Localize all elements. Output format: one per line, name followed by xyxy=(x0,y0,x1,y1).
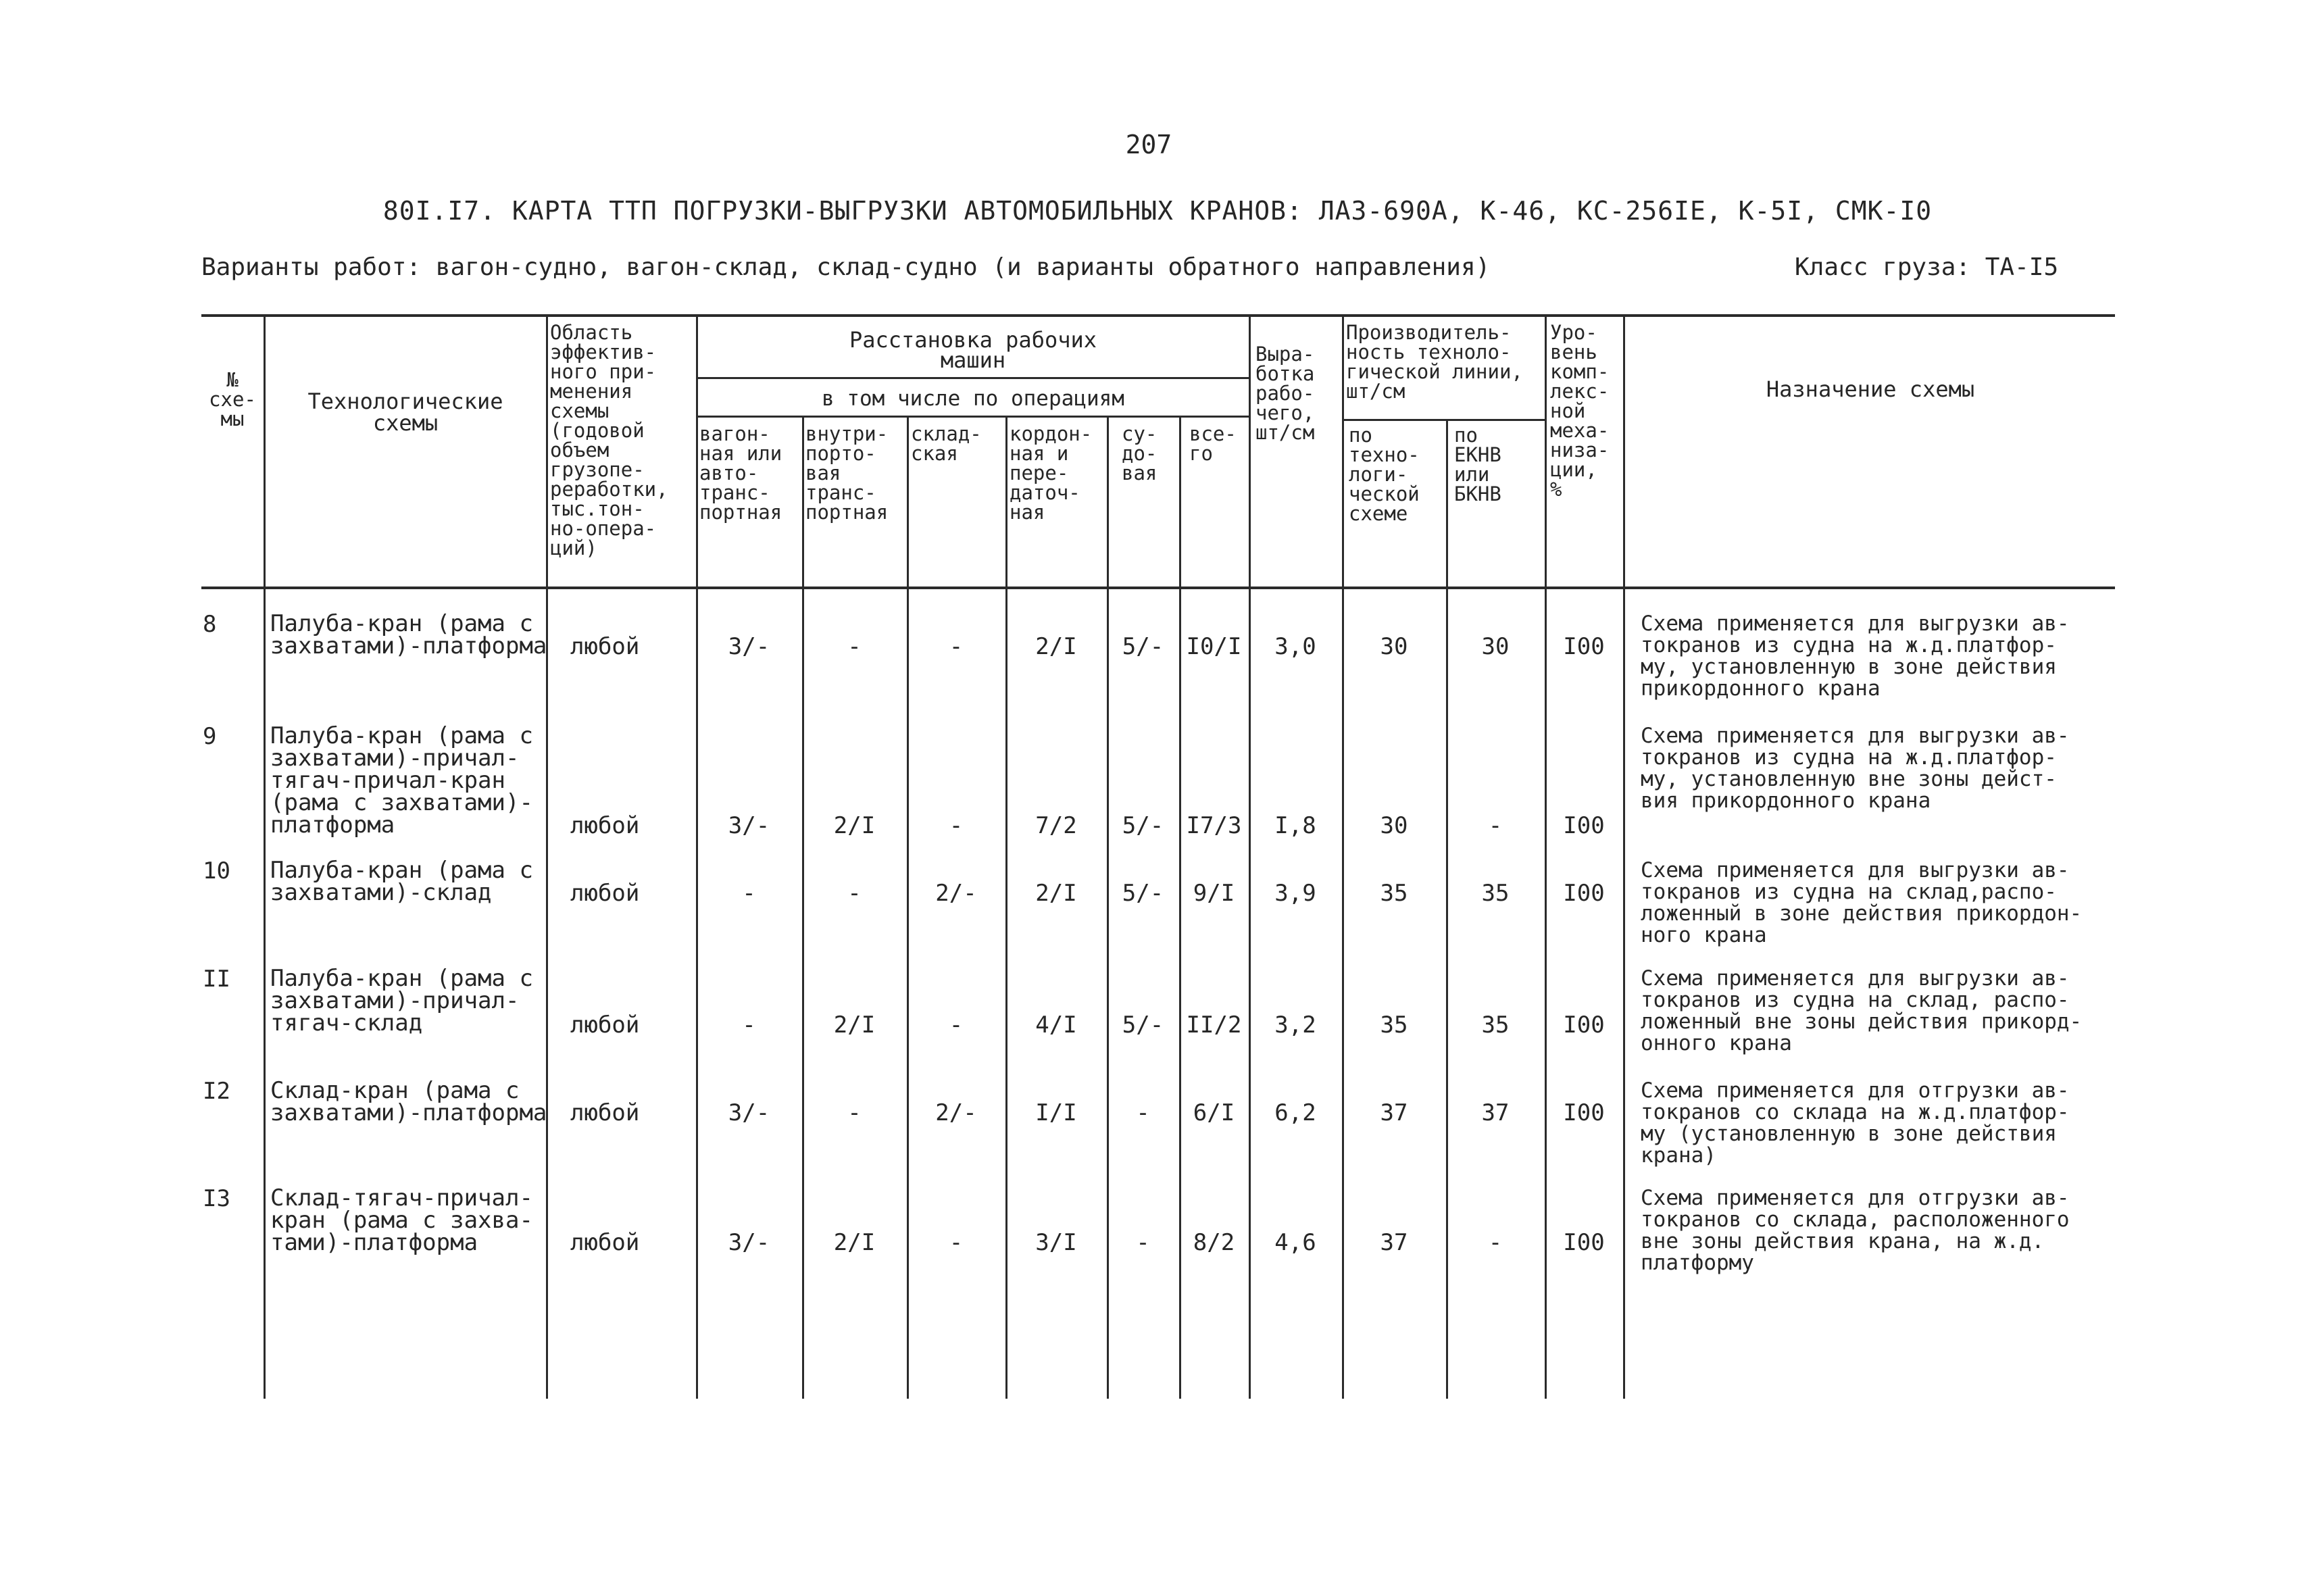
scheme-description: Палуба-кран (рама с захватами)-платформа xyxy=(270,610,547,659)
page-number: 207 xyxy=(1125,130,1172,159)
op-wagon: 3/- xyxy=(728,633,770,660)
op-total: 6/I xyxy=(1193,1099,1235,1126)
op-intraport: 2/I xyxy=(833,1012,876,1039)
productivity-scheme: 30 xyxy=(1380,812,1408,839)
mechanization-level: I00 xyxy=(1563,1099,1605,1126)
header-op-ship: су- до- вая xyxy=(1122,422,1158,484)
op-quay: 2/I xyxy=(1035,633,1077,660)
header-op-warehouse: склад- ская xyxy=(911,422,982,465)
scheme-purpose: Схема применяется для выгрузки ав- токранов из судна на ж.д.платфор- му, установленную вне зоны дейст- вия прикордонного крана xyxy=(1641,724,2070,813)
header-machine-arrangement: Расстановка рабочих машин xyxy=(849,327,1097,373)
op-ship: - xyxy=(1136,1099,1150,1126)
op-total: 9/I xyxy=(1193,880,1235,907)
header-scheme-number: № схе- мы xyxy=(209,368,256,430)
op-quay: I/I xyxy=(1035,1099,1077,1126)
productivity-scheme: 37 xyxy=(1380,1229,1408,1256)
operations-divider xyxy=(696,416,1249,418)
op-ship: 5/- xyxy=(1122,633,1164,660)
row-number: 8 xyxy=(203,611,217,638)
productivity-ekn: 35 xyxy=(1481,1012,1510,1039)
arrangement-divider xyxy=(696,377,1249,379)
application-area: любой xyxy=(570,1229,640,1256)
worker-output: 3,0 xyxy=(1274,633,1316,660)
col-line xyxy=(1623,314,1625,1399)
op-ship: - xyxy=(1136,1229,1150,1256)
mechanization-level: I00 xyxy=(1563,633,1605,660)
worker-output: 3,9 xyxy=(1274,880,1316,907)
header-op-quay: кордон- ная и пере- даточ- ная xyxy=(1010,422,1093,524)
op-wagon: - xyxy=(742,880,756,907)
op-total: II/2 xyxy=(1186,1012,1242,1039)
op-intraport: - xyxy=(847,633,862,660)
work-variants: Варианты работ: вагон-судно, вагон-склад, склад-судно (и варианты обратного направления) xyxy=(201,253,1491,281)
scheme-description: Палуба-кран (рама с захватами)-причал- тягач-причал-кран (рама с захватами)- платформа xyxy=(270,722,533,839)
header-op-total: все- го xyxy=(1189,422,1237,465)
op-quay: 4/I xyxy=(1035,1012,1077,1039)
header-bottom-rule xyxy=(201,587,2115,589)
worker-output: 6,2 xyxy=(1274,1099,1316,1126)
cargo-class: Класс груза: ТА-I5 xyxy=(1795,253,2059,281)
worker-output: 4,6 xyxy=(1274,1229,1316,1256)
op-wagon: 3/- xyxy=(728,1229,770,1256)
scheme-description: Склад-кран (рама с захватами)-платформа xyxy=(270,1077,547,1126)
table-top-rule xyxy=(201,314,2115,317)
op-total: 8/2 xyxy=(1193,1229,1235,1256)
op-ship: 5/- xyxy=(1122,812,1164,839)
row-number: I2 xyxy=(203,1078,230,1105)
worker-output: I,8 xyxy=(1274,812,1316,839)
op-intraport: 2/I xyxy=(833,1229,876,1256)
productivity-scheme: 35 xyxy=(1380,880,1408,907)
header-mechanization-level: Уро- вень комп- лекс- ной меха- низа- ции, % xyxy=(1550,321,1610,501)
application-area: любой xyxy=(570,812,640,839)
header-prod-by-ekn: по ЕКНВ или БКНВ xyxy=(1454,424,1501,505)
col-line xyxy=(264,314,266,1399)
row-number: I3 xyxy=(203,1185,230,1212)
op-wagon: 3/- xyxy=(728,812,770,839)
scheme-description: Палуба-кран (рама с захватами)-склад xyxy=(270,857,533,906)
productivity-ekn: 35 xyxy=(1481,880,1510,907)
op-intraport: 2/I xyxy=(833,812,876,839)
op-ship: 5/- xyxy=(1122,880,1164,907)
mechanization-level: I00 xyxy=(1563,812,1605,839)
productivity-scheme: 35 xyxy=(1380,1012,1408,1039)
op-ship: 5/- xyxy=(1122,1012,1164,1039)
col-line xyxy=(546,314,548,1399)
scheme-purpose: Схема применяется для выгрузки ав- токранов из судна на склад,распо- ложенный в зоне действия прикордон- ного крана xyxy=(1641,858,2083,947)
scheme-purpose: Схема применяется для отгрузки ав- токранов со склада на ж.д.платфор- му (установленную в зоне действия крана) xyxy=(1641,1078,2070,1168)
productivity-divider xyxy=(1342,419,1545,421)
productivity-scheme: 30 xyxy=(1380,633,1408,660)
op-quay: 7/2 xyxy=(1035,812,1077,839)
op-warehouse: - xyxy=(949,1229,964,1256)
header-prod-by-scheme: по техно- логи- ческой схеме xyxy=(1349,424,1420,525)
row-number: II xyxy=(203,966,230,993)
op-intraport: - xyxy=(847,880,862,907)
header-op-intraport: внутри- порто- вая транс- портная xyxy=(805,422,889,524)
op-wagon: 3/- xyxy=(728,1099,770,1126)
header-op-wagon: вагон- ная или авто- транс- портная xyxy=(699,422,782,524)
productivity-ekn: - xyxy=(1488,1229,1503,1256)
op-quay: 3/I xyxy=(1035,1229,1077,1256)
scheme-purpose: Схема применяется для выгрузки ав- токранов из судна на склад, распо- ложенный вне зоны действия прикорд- онного крана xyxy=(1641,966,2083,1055)
row-number: 9 xyxy=(203,723,217,750)
op-warehouse: - xyxy=(949,1012,964,1039)
productivity-ekn: - xyxy=(1488,812,1503,839)
application-area: любой xyxy=(570,1012,640,1039)
application-area: любой xyxy=(570,633,640,660)
scheme-description: Палуба-кран (рама с захватами)-причал- тягач-склад xyxy=(270,965,533,1037)
document-title: 80I.I7. КАРТА ТТП ПОГРУЗКИ-ВЫГРУЗКИ АВТОМОБИЛЬНЫХ КРАНОВ: ЛАЗ-690А, К-46, КС-256IЕ, К-5I, СМК-I0 xyxy=(382,196,1933,226)
mechanization-level: I00 xyxy=(1563,1012,1605,1039)
header-by-operations: в том числе по операциям xyxy=(822,386,1124,411)
header-worker-output: Выра- ботка рабо- чего, шт/см xyxy=(1255,343,1315,444)
op-total: I0/I xyxy=(1186,633,1242,660)
worker-output: 3,2 xyxy=(1274,1012,1316,1039)
mechanization-level: I00 xyxy=(1563,1229,1605,1256)
op-quay: 2/I xyxy=(1035,880,1077,907)
op-warehouse: 2/- xyxy=(935,880,977,907)
op-wagon: - xyxy=(742,1012,756,1039)
header-application-area: Область эффектив- ного при- менения схемы (годовой объем грузопе- реработки, тыс.тон- но-опера- ций) xyxy=(550,321,668,559)
application-area: любой xyxy=(570,1099,640,1126)
productivity-ekn: 37 xyxy=(1481,1099,1510,1126)
mechanization-level: I00 xyxy=(1563,880,1605,907)
op-intraport: - xyxy=(847,1099,862,1126)
op-warehouse: 2/- xyxy=(935,1099,977,1126)
op-total: I7/3 xyxy=(1186,812,1242,839)
productivity-scheme: 37 xyxy=(1380,1099,1408,1126)
op-warehouse: - xyxy=(949,633,964,660)
productivity-ekn: 30 xyxy=(1481,633,1510,660)
scheme-purpose: Схема применяется для отгрузки ав- токранов со склада, расположенного вне зоны действия крана, на ж.д. платформу xyxy=(1641,1186,2070,1275)
header-purpose: Назначение схемы xyxy=(1766,376,1975,402)
row-number: 10 xyxy=(203,857,230,884)
header-productivity: Производитель- ность техноло- гической линии, шт/см xyxy=(1346,321,1523,403)
op-warehouse: - xyxy=(949,812,964,839)
scheme-purpose: Схема применяется для выгрузки ав- токранов из судна на ж.д.платфор- му, установленную в зоне действия прикордонного крана xyxy=(1641,612,2070,701)
application-area: любой xyxy=(570,880,640,907)
header-technological-schemes: Технологические схемы xyxy=(307,389,503,436)
scheme-description: Склад-тягач-причал- кран (рама с захва- тами)-платформа xyxy=(270,1184,533,1256)
